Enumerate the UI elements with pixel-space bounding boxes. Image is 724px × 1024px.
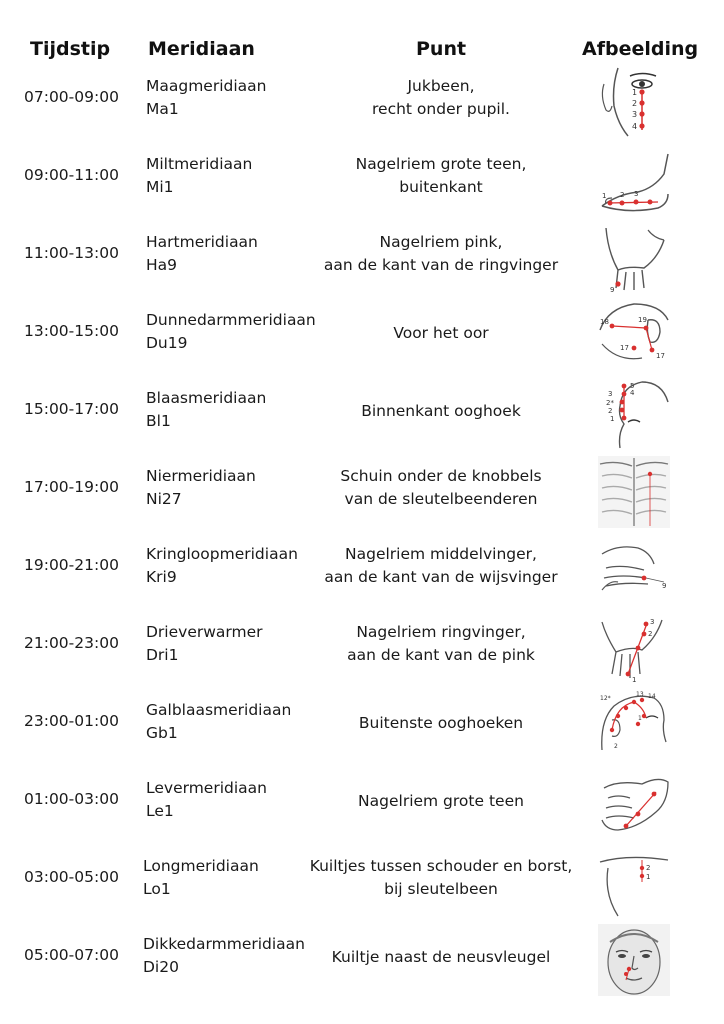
point-line: Nagelriem grote teen	[358, 792, 524, 810]
meridian-code: Mi1	[146, 178, 174, 196]
table-row	[0, 64, 724, 142]
time-cell: 21:00-23:00	[24, 634, 119, 652]
meridian-name: Drieverwarmer	[146, 623, 263, 641]
table-row	[0, 298, 724, 376]
meridian-name: Longmeridiaan	[143, 857, 259, 875]
point-line: Nagelriem middelvinger,	[345, 545, 537, 563]
illustration-shoulder-chest	[598, 846, 670, 918]
point-label: 3	[650, 618, 655, 626]
meridian-name: Maagmeridiaan	[146, 77, 267, 95]
point-label: 2	[614, 743, 618, 750]
point-cell	[300, 75, 582, 121]
point-cell	[300, 400, 582, 423]
illustration-head-side-forehead	[598, 378, 670, 450]
point-label: 5	[630, 382, 635, 390]
point-line: Binnenkant ooghoek	[361, 402, 521, 420]
meridian-name: Kringloopmeridiaan	[146, 545, 298, 563]
table-row	[0, 610, 724, 688]
point-line: Schuin onder de knobbels	[340, 467, 542, 485]
point-label: 2*	[606, 399, 614, 407]
meridian-cell	[146, 231, 258, 277]
point-label: 3	[632, 110, 638, 119]
meridian-code: Ma1	[146, 100, 179, 118]
meridian-name: Levermeridiaan	[146, 779, 267, 797]
time-cell: 05:00-07:00	[24, 946, 119, 964]
meridian-cell	[146, 621, 263, 667]
time-cell: 15:00-17:00	[24, 400, 119, 418]
illustration-foot-top	[598, 768, 670, 840]
point-cell	[300, 153, 582, 199]
table-row	[0, 376, 724, 454]
point-label: 14	[648, 693, 656, 700]
table-row	[0, 220, 724, 298]
point-line: Nagelriem pink,	[379, 233, 503, 251]
point-label: 3	[608, 390, 613, 398]
illustration-hand-back	[598, 222, 670, 294]
point-label: 2	[646, 864, 651, 872]
table-row	[0, 922, 724, 1000]
point-label: 19	[638, 316, 647, 324]
meridian-cell	[146, 777, 267, 823]
illustration-chest-ribs	[598, 456, 670, 528]
point-line: Voor het oor	[393, 324, 489, 342]
illustration-face-front-nose	[598, 924, 670, 996]
point-cell	[300, 621, 582, 667]
table-row	[0, 844, 724, 922]
time-cell: 17:00-19:00	[24, 478, 119, 496]
meridian-name: Blaasmeridiaan	[146, 389, 267, 407]
point-label: 2	[620, 191, 625, 199]
illustration-face-front-eye	[598, 66, 670, 138]
point-cell	[300, 855, 582, 901]
point-label: 12*	[600, 695, 611, 702]
meridian-code: Lo1	[143, 880, 171, 898]
point-label: 9	[662, 582, 667, 590]
meridian-code: Gb1	[146, 724, 178, 742]
table-row	[0, 454, 724, 532]
meridian-cell	[143, 855, 259, 901]
table-row	[0, 688, 724, 766]
header-image: Afbeelding	[582, 38, 699, 60]
time-cell: 23:00-01:00	[24, 712, 119, 730]
meridian-cell	[146, 699, 291, 745]
point-label: 18	[600, 318, 609, 326]
point-label: 2	[632, 99, 638, 108]
point-label: 17	[620, 344, 629, 352]
table-row	[0, 766, 724, 844]
meridian-code: Ha9	[146, 256, 178, 274]
time-cell: 03:00-05:00	[24, 868, 119, 886]
point-line: Jukbeen,	[407, 77, 475, 95]
point-cell	[300, 712, 582, 735]
time-cell: 09:00-11:00	[24, 166, 119, 184]
time-cell: 19:00-21:00	[24, 556, 119, 574]
point-line: Nagelriem grote teen,	[355, 155, 527, 173]
point-line: aan de kant van de ringvinger	[323, 256, 559, 274]
point-line: aan de kant van de wijsvinger	[324, 568, 558, 586]
meridian-code: Di20	[143, 958, 179, 976]
table-row	[0, 532, 724, 610]
meridian-cell	[146, 153, 252, 199]
point-cell	[300, 231, 582, 277]
point-cell	[300, 946, 582, 969]
point-label: 1	[638, 715, 642, 722]
illustration-hand-back-ring	[598, 612, 670, 684]
point-label: 9	[610, 286, 615, 294]
illustration-foot-inner	[598, 144, 670, 216]
point-line: Kuiltjes tussen schouder en borst,	[309, 857, 573, 875]
point-line: Kuiltje naast de neusvleugel	[331, 948, 551, 966]
point-line: bij sleutelbeen	[384, 880, 498, 898]
point-label: 4	[632, 122, 638, 131]
meridian-cell	[146, 543, 298, 589]
meridian-cell	[146, 309, 316, 355]
meridian-cell	[143, 933, 305, 979]
point-label: 1	[602, 192, 607, 200]
meridian-name: Dunnedarmmeridiaan	[146, 311, 316, 329]
point-label: 1	[646, 873, 651, 881]
point-label: 1	[610, 415, 615, 423]
point-label: 13	[636, 691, 644, 698]
table-row	[0, 142, 724, 220]
illustration-hand-palm	[598, 534, 670, 606]
time-cell: 01:00-03:00	[24, 790, 119, 808]
meridian-code: Du19	[146, 334, 188, 352]
point-label: 1	[632, 88, 638, 97]
meridian-code: Le1	[146, 802, 174, 820]
point-line: van de sleutelbeenderen	[344, 490, 538, 508]
time-cell: 11:00-13:00	[24, 244, 119, 262]
point-label: 2	[608, 407, 613, 415]
point-label: 17	[656, 352, 665, 360]
point-line: Buitenste ooghoeken	[358, 714, 524, 732]
point-line: buitenkant	[399, 178, 483, 196]
illustration-head-side-ear	[598, 300, 670, 372]
meridian-name: Hartmeridiaan	[146, 233, 258, 251]
time-cell: 07:00-09:00	[24, 88, 119, 106]
point-cell	[300, 322, 582, 345]
illustration-head-side-temple	[598, 690, 670, 762]
point-cell	[300, 465, 582, 511]
meridian-name: Galblaasmeridiaan	[146, 701, 292, 719]
meridian-code: Kri9	[146, 568, 177, 586]
header-point: Punt	[416, 38, 467, 60]
point-label: 1	[632, 676, 637, 684]
meridian-code: Dri1	[146, 646, 179, 664]
point-label: 3	[634, 190, 639, 198]
meridian-cell	[146, 387, 266, 433]
meridian-code: Bl1	[146, 412, 171, 430]
point-line: aan de kant van de pink	[347, 646, 535, 664]
point-cell	[300, 790, 582, 813]
header-meridian: Meridiaan	[148, 38, 255, 60]
header-time: Tijdstip	[30, 38, 111, 60]
meridian-code: Ni27	[146, 490, 182, 508]
meridian-name: Niermeridiaan	[146, 467, 256, 485]
point-label: 4	[630, 389, 635, 397]
point-label: 2	[648, 630, 653, 638]
point-line: recht onder pupil.	[372, 100, 510, 118]
time-cell: 13:00-15:00	[24, 322, 119, 340]
meridian-name: Dikkedarmmeridiaan	[143, 935, 305, 953]
point-line: Nagelriem ringvinger,	[356, 623, 526, 641]
meridian-cell	[146, 465, 256, 511]
meridian-name: Miltmeridiaan	[146, 155, 253, 173]
point-cell	[300, 543, 582, 589]
meridian-cell	[146, 75, 267, 121]
